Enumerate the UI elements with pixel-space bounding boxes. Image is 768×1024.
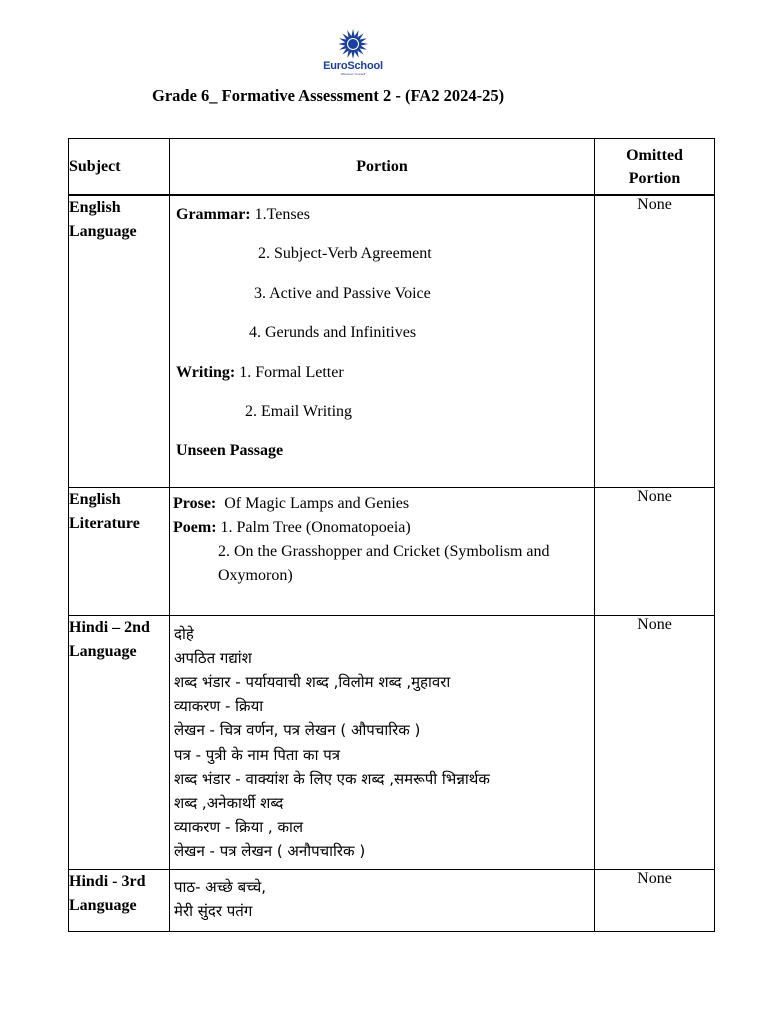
header-portion: Portion — [170, 139, 595, 196]
header-omitted-portion — [595, 139, 715, 196]
hindi-line: लेखन - पत्र लेखन ( अनौपचारिक ) — [174, 842, 366, 861]
poem-item: 2. On the Grasshopper and Cricket (Symbolism and Oxymoron) — [218, 542, 550, 584]
writing-line — [176, 362, 594, 401]
omitted-english-language: None — [595, 195, 715, 487]
hindi-line: लेखन - चित्र वर्णन, पत्र लेखन ( औपचारिक ) — [174, 721, 421, 740]
syllabus-table — [68, 138, 715, 932]
hindi-line: शब्द भंडार - वाक्यांश के लिए एक शब्द ,समरूपी भिन्नार्थक — [174, 769, 490, 788]
hindi-line: व्याकरण - क्रिया — [174, 697, 264, 716]
table-header-row — [69, 139, 715, 196]
starburst-logo-icon — [338, 28, 368, 60]
portion-english-language — [170, 195, 595, 487]
euroschool-logo — [318, 28, 388, 80]
portion-hindi-3rd — [170, 869, 595, 931]
table-row-hindi-2nd — [69, 615, 715, 869]
grammar-item: 3. Active and Passive Voice — [254, 284, 431, 302]
header-omitted-line1: Omitted — [626, 146, 683, 164]
subject-hindi-2nd — [69, 615, 170, 869]
hindi-line: मेरी सुंदर पतंग — [174, 901, 253, 920]
grammar-label: Grammar: — [176, 206, 251, 223]
subject-line1: English — [69, 199, 121, 216]
omitted-english-literature: None — [595, 487, 715, 615]
logo-text: EuroSchool — [323, 60, 383, 72]
writing-item: 2. Email Writing — [245, 402, 353, 420]
prose-label: Prose: — [173, 494, 217, 512]
subject-line1: Hindi – 2nd — [69, 618, 150, 636]
hindi-line: शब्द भंडार - पर्यायवाची शब्द ,विलोम शब्द ,मुहावरा — [174, 672, 451, 691]
writing-label: Writing: — [176, 363, 236, 381]
subject-line2: Language — [69, 896, 137, 914]
prose-text: Of Magic Lamps and Genies — [224, 494, 410, 512]
subject-line2: Language — [69, 223, 137, 240]
hindi-line: दोहे — [174, 624, 194, 643]
grammar-item: 4. Gerunds and Infinitives — [249, 324, 417, 342]
subject-line1: Hindi - 3rd — [69, 872, 146, 890]
header-omitted-line2: Portion — [628, 169, 681, 187]
table-row-hindi-3rd — [69, 869, 715, 931]
hindi-line: अपठित गद्यांश — [174, 648, 252, 667]
portion-english-literature — [170, 487, 595, 615]
subject-line2: Literature — [69, 514, 140, 532]
prose-line — [173, 492, 594, 516]
hindi-line: शब्द ,अनेकार्थी शब्द — [174, 793, 284, 812]
hindi-line: पाठ- अच्छे बच्चे, — [174, 877, 267, 896]
hindi-line: पत्र - पुत्री के नाम पिता का पत्र — [174, 745, 341, 764]
subject-english-language — [69, 195, 170, 487]
grammar-line — [176, 204, 594, 243]
page-title: Grade 6_ Formative Assessment 2 - (FA2 2024-25) — [152, 86, 505, 105]
header-subject: Subject — [69, 139, 170, 196]
portion-hindi-2nd — [170, 615, 595, 869]
hindi-line: व्याकरण - क्रिया , काल — [174, 818, 304, 837]
omitted-hindi-2nd: None — [595, 615, 715, 869]
logo-tagline: Wherever Yourself — [340, 72, 366, 76]
grammar-item: 1.Tenses — [254, 206, 310, 223]
unseen-passage: Unseen Passage — [176, 442, 284, 460]
subject-line2: Language — [69, 642, 137, 660]
poem-item: 1. Palm Tree (Onomatopoeia) — [220, 518, 411, 536]
table-row-english-literature — [69, 487, 715, 615]
subject-line1: English — [69, 490, 121, 508]
table-row-english-language — [69, 195, 715, 487]
subject-english-literature — [69, 487, 170, 615]
poem-line — [173, 516, 594, 540]
poem-label: Poem: — [173, 518, 217, 536]
subject-hindi-3rd — [69, 869, 170, 931]
grammar-item: 2. Subject-Verb Agreement — [258, 245, 432, 263]
omitted-hindi-3rd: None — [595, 869, 715, 931]
writing-item: 1. Formal Letter — [239, 363, 344, 381]
